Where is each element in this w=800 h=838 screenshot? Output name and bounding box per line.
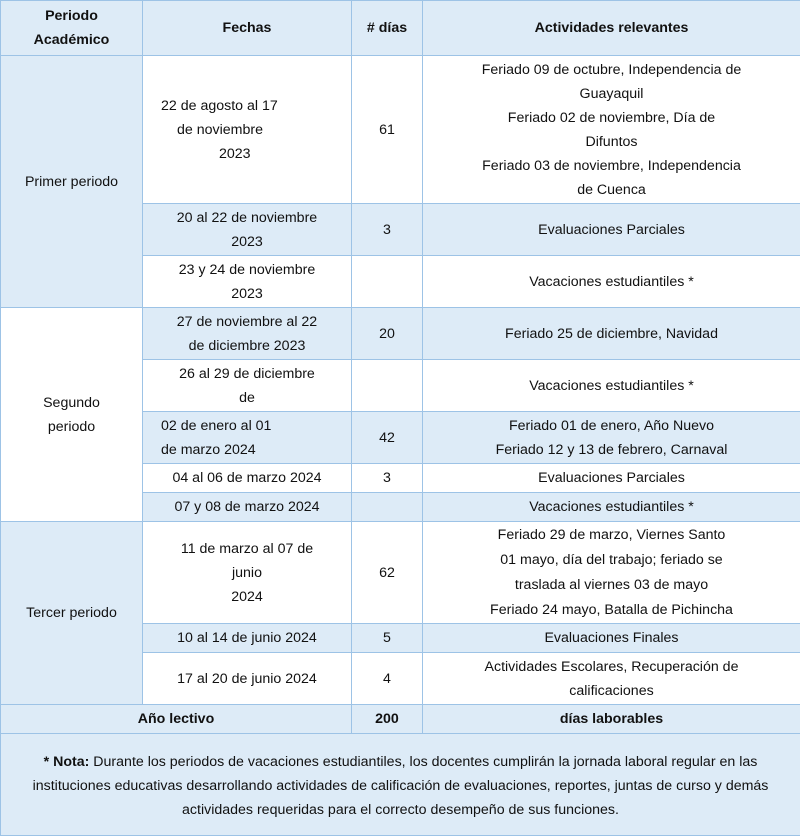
dates-cell: 22 de agosto al 17 de noviembre 2023 (143, 56, 352, 204)
period-first: Primer periodo (1, 56, 143, 308)
dates-cell: 11 de marzo al 07 de junio 2024 (143, 522, 352, 624)
days-cell (352, 360, 423, 412)
days-cell: 4 (352, 653, 423, 705)
dates-cell: 02 de enero al 01 de marzo 2024 (143, 412, 352, 464)
days-cell: 62 (352, 522, 423, 624)
activities-cell: Evaluaciones Parciales (423, 204, 800, 256)
dates-cell: 23 y 24 de noviembre 2023 (143, 256, 352, 308)
activities-cell: Actividades Escolares, Recuperación de calificaciones (423, 653, 800, 705)
activities-cell: Feriado 25 de diciembre, Navidad (423, 308, 800, 360)
days-cell: 20 (352, 308, 423, 360)
note-cell (1, 734, 800, 836)
note-row (1, 734, 800, 836)
dates-cell: 20 al 22 de noviembre 2023 (143, 204, 352, 256)
days-cell (352, 256, 423, 308)
days-cell: 61 (352, 56, 423, 204)
activities-cell: Vacaciones estudiantiles * (423, 360, 800, 412)
days-cell: 42 (352, 412, 423, 464)
activities-cell: Feriado 09 de octubre, Independencia de Guayaquil Feriado 02 de noviembre, Día de Difuntos Feriado 03 de noviembre, Independencia de Cuenca (423, 56, 800, 204)
activities-cell: Evaluaciones Parciales (423, 464, 800, 493)
note-text: Durante los periodos de vacaciones estudiantiles, los docentes cumplirán la jornada laboral regular en las instituciones educativas desarrollando actividades de calificación de evaluaciones, reportes, juntas de curso y demás actividades requeridas para el correcto desempeño de sus funciones. (32, 753, 769, 818)
totals-label: Año lectivo (1, 705, 352, 734)
table-row (1, 56, 800, 204)
activities-cell: Vacaciones estudiantiles * (423, 256, 800, 308)
dates-cell: 17 al 20 de junio 2024 (143, 653, 352, 705)
table-row (1, 522, 800, 624)
totals-row (1, 705, 800, 734)
header-days: # días (352, 1, 423, 56)
activities-cell: Feriado 01 de enero, Año Nuevo Feriado 12 y 13 de febrero, Carnaval (423, 412, 800, 464)
dates-cell: 04 al 06 de marzo 2024 (143, 464, 352, 493)
totals-text: días laborables (423, 705, 800, 734)
dates-cell: 07 y 08 de marzo 2024 (143, 493, 352, 522)
activities-cell: Vacaciones estudiantiles * (423, 493, 800, 522)
activities-cell: Evaluaciones Finales (423, 624, 800, 653)
period-third: Tercer periodo (1, 522, 143, 705)
header-row (1, 1, 800, 56)
totals-days: 200 (352, 705, 423, 734)
activities-cell: Feriado 29 de marzo, Viernes Santo 01 mayo, día del trabajo; feriado se traslada al viernes 03 de mayo Feriado 24 mayo, Batalla de Pichincha (423, 522, 800, 624)
period-second: Segundo periodo (1, 308, 143, 522)
header-activities: Actividades relevantes (423, 1, 800, 56)
note-label: * Nota: (43, 753, 90, 770)
dates-cell: 10 al 14 de junio 2024 (143, 624, 352, 653)
days-cell: 3 (352, 204, 423, 256)
header-dates: Fechas (143, 1, 352, 56)
days-cell: 3 (352, 464, 423, 493)
days-cell: 5 (352, 624, 423, 653)
header-period: Periodo Académico (1, 1, 143, 56)
days-cell (352, 493, 423, 522)
table-row (1, 308, 800, 360)
dates-cell: 27 de noviembre al 22 de diciembre 2023 (143, 308, 352, 360)
dates-cell: 26 al 29 de diciembre de (143, 360, 352, 412)
